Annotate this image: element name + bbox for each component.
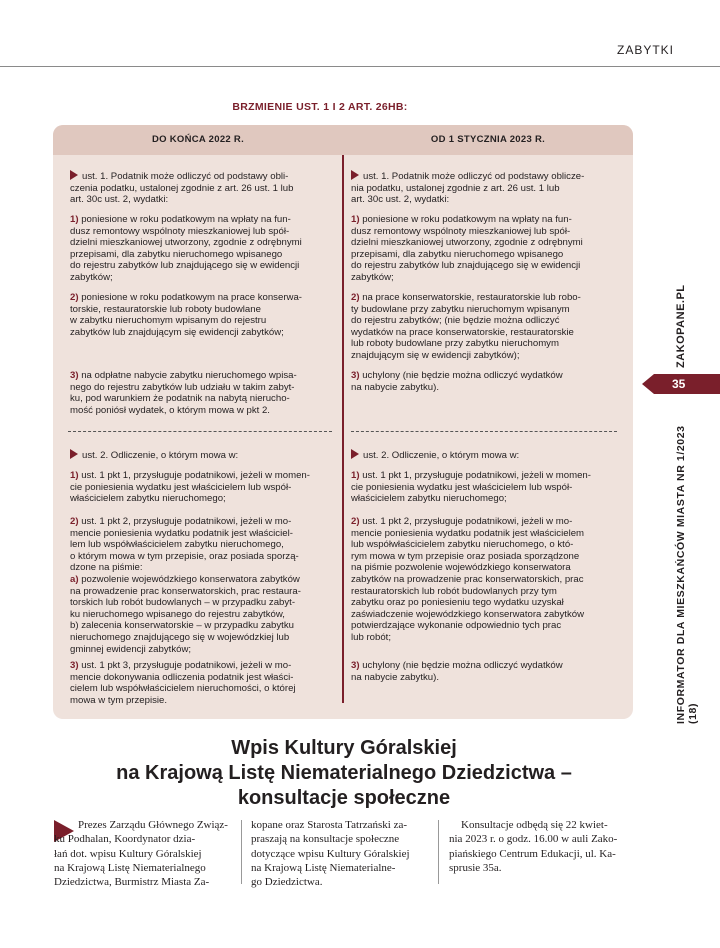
provision-point [70, 214, 340, 284]
point-number: 1) [70, 470, 79, 481]
triangle-bullet-icon [70, 170, 78, 180]
article-paragraph: Konsultacje odbędą się 22 kwiet- nia 2023 r. o godz. 16.00 w auli Zako- piańskiego Centrum Edukacji, ul. Ka- sprusie 35a. [449, 819, 618, 874]
page-number: 35 [672, 377, 686, 391]
point-number: 3) [351, 370, 360, 381]
column-divider [342, 155, 344, 703]
provision-point [351, 660, 623, 683]
article-title: Wpis Kultury Góralskiej na Krajową Listę Niematerialnego Dziedzictwa – konsultacje społeczne [116, 737, 572, 809]
provision-text: uchylony (nie będzie można odliczyć wydatków na nabycie zabytku). [351, 660, 563, 683]
point-number: 2) [70, 516, 79, 527]
triangle-bullet-icon [351, 449, 359, 459]
provision-point [351, 214, 623, 284]
triangle-bullet-icon [351, 170, 359, 180]
column-separator [438, 820, 439, 884]
table-header-row [53, 125, 633, 155]
provision-text: ust. 1 pkt 1, przysługuje podatnikowi, jeżeli w momen- cie poniesienia wydatku jest właścicielem lub współ- właścicielem zabytku nieruchomego; [351, 470, 591, 505]
point-number: 3) [351, 660, 360, 671]
provision-subpoint [70, 574, 340, 655]
article-paragraph: Prezes Zarządu Głównego Związ- ku Podhalan, Koordynator dzia- łań dot. wpisu Kultury Góralskiej na Krajową Listę Niematerialnego Dziedzictwa, Burmistrz Miasta Za- [54, 819, 228, 889]
provision-text: ust. 2. Odliczenie, o którym mowa w: [363, 450, 520, 461]
provision-text: poniesione w roku podatkowym na wpłaty na fun- dusz remontowy wspólnoty mieszkaniowej lub spół- dzielni mieszkaniowej utworzony, zgodnie z odrębnymi przepisami, dla zabytku nieruchomego wpisanego do rejestru zabytków lub znajdującego się w ewidencji zabytków; [70, 214, 302, 283]
provision-text: ust. 1 pkt 3, przysługuje podatnikowi, jeżeli w mo- mencie dokonywania odliczenia podatnik jest właści- cielem lub współwłaścicielem nieruchomości, o której mowa w tym przepisie. [70, 660, 296, 706]
provision-text: pozwolenie wojewódzkiego konserwatora zabytków na prowadzenie prac konserwatorskich, prac restaura- torskich lub robót budowlanych – w przypadku zabyt- ku nieruchomego wpisanego do rejestru zabytków, b) zalecenia konserwatorskie – w przypadku zabytku nieruchomego znajdującego się w wojewódzkiej lub gminnej ewidencji zabytków; [70, 574, 301, 655]
point-number: 1) [70, 214, 79, 225]
provision-point [70, 370, 340, 416]
point-number: 3) [70, 660, 79, 671]
article-paragraph: kopane oraz Starosta Tatrzański za- praszają na konsultacje społeczne dotyczące wpisu Kultury Góralskiej na Krajową Listę Niematerialne- go Dziedzictwa. [251, 819, 410, 889]
point-number: 2) [351, 516, 360, 527]
provision-point [70, 470, 340, 505]
provision-text: uchylony (nie będzie można odliczyć wydatków na nabycie zabytku). [351, 370, 563, 393]
provision-point [351, 470, 623, 505]
article-column-3 [449, 818, 639, 875]
point-number: 2) [70, 292, 79, 303]
provision-text: ust. 1 pkt 2, przysługuje podatnikowi, jeżeli w mo- mencie poniesienia wydatku podatnik jest właściciel- lem lub współwłaścicielem zabytku nieruchomego, o którym mowa w tym przepisie, oraz posiada sporzą- dzone na piśmie: [70, 516, 299, 574]
provision-point [70, 516, 340, 574]
provision-text: ust. 1 pkt 1, przysługuje podatnikowi, jeżeli w momen- cie poniesienia wydatku jest właścicielem lub współ- właścicielem zabytku nieruchomego; [70, 470, 310, 505]
article-column-1 [54, 818, 230, 889]
section-label: ZABYTKI [616, 43, 674, 57]
article-column-2 [251, 818, 431, 889]
page-number-tab [654, 374, 720, 394]
column-header-2023: OD 1 STYCZNIA 2023 R. [430, 134, 546, 145]
column-separator [241, 820, 242, 884]
provision-ust2 [351, 449, 623, 462]
provision-point [351, 370, 623, 393]
sidebar-site: ZAKOPANE.PL [675, 284, 687, 368]
table-heading: BRZMIENIE UST. 1 I 2 ART. 26HB: [232, 101, 408, 113]
provision-text: ust. 1 pkt 2, przysługuje podatnikowi, jeżeli w mo- mencie poniesienia wydatku podatnik jest właścicielem lub współwłaścicielem zabytku nieruchomego, o któ- rym mowa w tym przepisie oraz posiada sporządzone na piśmie pozwolenie wojewódzkiego konserwatora zabytków na prowadzenie prac konserwatorskich, prac restauratorskich lub robót budowlanych przy tym zabytku oraz po poniesieniu tego wydatku uzyskał zaświadczenie wojewódzkiego konserwatora zabytków potwierdzające wykonanie odpowiednio tych prac lub robót; [351, 516, 585, 643]
provision-text: ust. 1. Podatnik może odliczyć od podstawy obli- czenia podatku, ustalonej zgodnie z art. 26 ust. 1 lub art. 30c ust. 2, wydatki: [70, 171, 294, 206]
provision-text: na odpłatne nabycie zabytku nieruchomego wpisa- nego do rejestru zabytków lub udziału w takim zabyt- ku, pod warunkiem że podatnik na nabytą nierucho- mość poniósł wydatek, o którym mowa w pkt 2. [70, 370, 297, 416]
provision-text: na prace konserwatorskie, restauratorskie lub robo- ty budowlane przy zabytku nieruchomym wpisanym do rejestru zabytków; (nie będzie można odliczyć wydatków na prace konserwatorskie, restauratorskie lub roboty budowlane przy zabytku nieruchomym znajdującym się w ewidencji zabytków); [351, 292, 581, 361]
provision-text: ust. 1. Podatnik może odliczyć od podstawy oblicze- nia podatku, ustalonej zgodnie z art. 26 ust. 1 lub art. 30c ust. 2, wydatki: [351, 171, 585, 206]
triangle-bullet-icon [70, 449, 78, 459]
provision-ust1 [70, 170, 340, 206]
column-header-2022: DO KOŃCA 2022 R. [151, 134, 245, 145]
point-number: 1) [351, 470, 360, 481]
top-rule [0, 66, 720, 67]
provision-ust1 [351, 170, 623, 206]
provision-point [351, 292, 623, 362]
point-number: 1) [351, 214, 360, 225]
sidebar-publication-info: INFORMATOR DLA MIESZKAŃCÓW MIASTA NR 1/2023 (18) [675, 425, 699, 724]
provision-point [70, 292, 340, 338]
provision-ust2 [70, 449, 340, 462]
provision-text: poniesione w roku podatkowym na wpłaty na fun- dusz remontowy wspólnoty mieszkaniowej lub spół- dzielni mieszkaniowej utworzony, zgodnie z odrębnymi przepisami, dla zabytku nieruchomego wpisanego do rejestru zabytków lub znajdującego się w ewidencji zabytków; [351, 214, 583, 283]
provision-text: ust. 2. Odliczenie, o którym mowa w: [82, 450, 239, 461]
provision-point [351, 516, 623, 644]
point-number: a) [70, 574, 79, 585]
provision-point [70, 660, 340, 706]
section-divider-left [68, 431, 332, 432]
point-number: 3) [70, 370, 79, 381]
point-number: 2) [351, 292, 360, 303]
provision-text: poniesione w roku podatkowym na prace konserwa- torskie, restauratorskie lub roboty budowlane w zabytku nieruchomym wpisanym do rejestru zabytków lub znajdującym się ewidencji zabytków; [70, 292, 302, 338]
section-divider-right [351, 431, 617, 432]
